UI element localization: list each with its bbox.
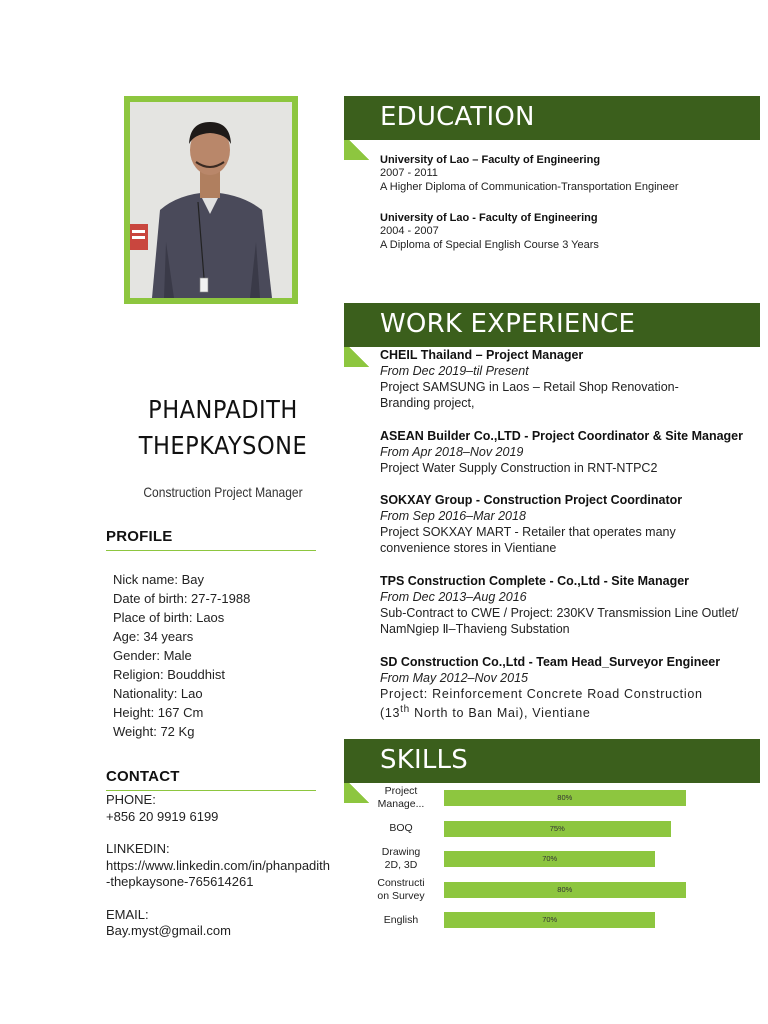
profile-item: Date of birth: 27-7-1988: [113, 591, 251, 606]
education-degree: A Higher Diploma of Communication-Transportation Engineer: [380, 180, 679, 193]
work-experience-banner: WORK EXPERIENCE: [344, 303, 760, 347]
phone-value: +856 20 9919 6199: [106, 808, 219, 824]
work-period: From Dec 2013–Aug 2016: [380, 590, 527, 604]
profile-item: Religion: Bouddhist: [113, 667, 226, 682]
profile-photo: [130, 102, 292, 298]
person-illustration: [130, 102, 292, 298]
skill-label: [356, 846, 446, 872]
skill-bar: [444, 821, 671, 837]
skill-bar: [444, 882, 686, 898]
work-desc: Project SAMSUNG in Laos – Retail Shop Renovation-Branding project,: [380, 380, 679, 410]
skill-bar: [444, 790, 686, 806]
work-title: CHEIL Thailand – Project Manager: [380, 348, 584, 362]
work-period: From May 2012–Nov 2015: [380, 671, 528, 685]
skill-label-line: Constructi: [377, 876, 425, 889]
person-name: [100, 392, 346, 464]
work-entry: [380, 574, 740, 637]
profile-item: Height: 167 Cm: [113, 705, 204, 720]
skill-label: [356, 822, 446, 835]
skill-bar-value: 80%: [557, 793, 573, 802]
skill-label-line: Manage...: [377, 798, 425, 810]
skill-bar-value: 70%: [542, 915, 558, 924]
work-desc: Project Water Supply Construction in RNT-NTPC2: [380, 461, 658, 475]
work-entry: [380, 493, 710, 556]
profile-item: Weight: 72 Kg: [113, 724, 195, 739]
work-desc-text-end: North to Ban Mai), Vientiane: [409, 706, 591, 721]
work-desc-sup: th: [400, 704, 410, 715]
skill-bar-value: 80%: [557, 884, 573, 894]
work-entry: [380, 348, 710, 411]
education-years: 2007 - 2011: [380, 167, 438, 179]
education-school: University of Lao – Faculty of Engineering: [380, 154, 601, 166]
work-experience-banner-fold: [344, 347, 374, 367]
profile-item: Nationality: Lao: [113, 686, 203, 701]
skill-label: [356, 877, 446, 903]
skill-label-line: English: [383, 913, 419, 926]
linkedin-link[interactable]: https://www.linkedin.com/in/phanpadith-thepkaysone-765614261: [106, 857, 331, 889]
education-school: University of Lao - Faculty of Engineering: [380, 212, 598, 224]
profile-item: Gender: Male: [113, 648, 192, 663]
contact-block: [106, 792, 331, 940]
education-degree: A Diploma of Special English Course 3 Years: [380, 238, 599, 251]
education-banner: EDUCATION: [344, 96, 760, 140]
phone-label: PHONE:: [106, 792, 156, 807]
email-link[interactable]: Bay.myst@gmail.com: [106, 923, 231, 938]
skills-chart: [344, 786, 760, 936]
work-period: From Dec 2019–til Present: [380, 364, 529, 378]
work-period: From Sep 2016–Mar 2018: [380, 509, 526, 523]
work-desc: Project SOKXAY MART - Retailer that operates many convenience stores in Vientiane: [380, 525, 676, 555]
work-title: SOKXAY Group - Construction Project Coordinator: [380, 493, 683, 507]
work-desc: Sub-Contract to CWE / Project: 230KV Transmission Line Outlet/ NamNgiep Ⅱ–Thavieng Substation: [380, 606, 739, 636]
work-period: From Apr 2018–Nov 2019: [380, 445, 524, 459]
education-entry: [380, 154, 750, 194]
skill-label-line: on Survey: [377, 889, 425, 902]
work-title: TPS Construction Complete - Co.,Ltd - Site Manager: [380, 574, 690, 588]
work-title: SD Construction Co.,Ltd - Team Head_Surveyor Engineer: [380, 655, 721, 669]
work-entry: [380, 655, 730, 721]
email-label: EMAIL:: [106, 906, 149, 922]
person-role: Construction Project Manager: [143, 484, 303, 500]
profile-heading: PROFILE: [106, 528, 316, 551]
profile-item: Place of birth: Laos: [113, 610, 225, 625]
skill-bar: [444, 912, 655, 928]
skill-label-line: BOQ: [389, 822, 413, 834]
skill-bar: [444, 851, 655, 867]
profile-photo-frame: [124, 96, 298, 304]
education-entry: [380, 212, 750, 252]
education-years: 2004 - 2007: [380, 225, 439, 237]
linkedin-label: LINKEDIN:: [106, 841, 170, 856]
skill-label-line: Project: [384, 785, 418, 797]
skill-bar-value: 75%: [549, 823, 565, 833]
work-desc: [380, 686, 730, 721]
work-desc-text: Project: Reinforcement Concrete Road Construction (13: [380, 687, 703, 721]
profile-item: Age: 34 years: [113, 629, 194, 644]
skill-label-line: 2D, 3D: [384, 859, 418, 871]
skills-banner: SKILLS: [344, 739, 760, 783]
profile-item: Nick name: Bay: [113, 572, 205, 587]
person-name-line2: THEPKAYSONE: [138, 431, 308, 460]
person-name-line1: PHANPADITH: [148, 395, 298, 424]
work-entry: [380, 429, 750, 476]
profile-list: [113, 570, 333, 741]
skill-bar-value: 70%: [542, 854, 558, 863]
education-banner-fold: [344, 140, 374, 160]
skill-label: [356, 785, 446, 811]
skill-label-line: Drawing: [381, 846, 421, 858]
work-title: ASEAN Builder Co.,LTD - Project Coordinator & Site Manager: [380, 429, 743, 443]
contact-heading: CONTACT: [106, 768, 316, 791]
skill-label: [356, 914, 446, 927]
